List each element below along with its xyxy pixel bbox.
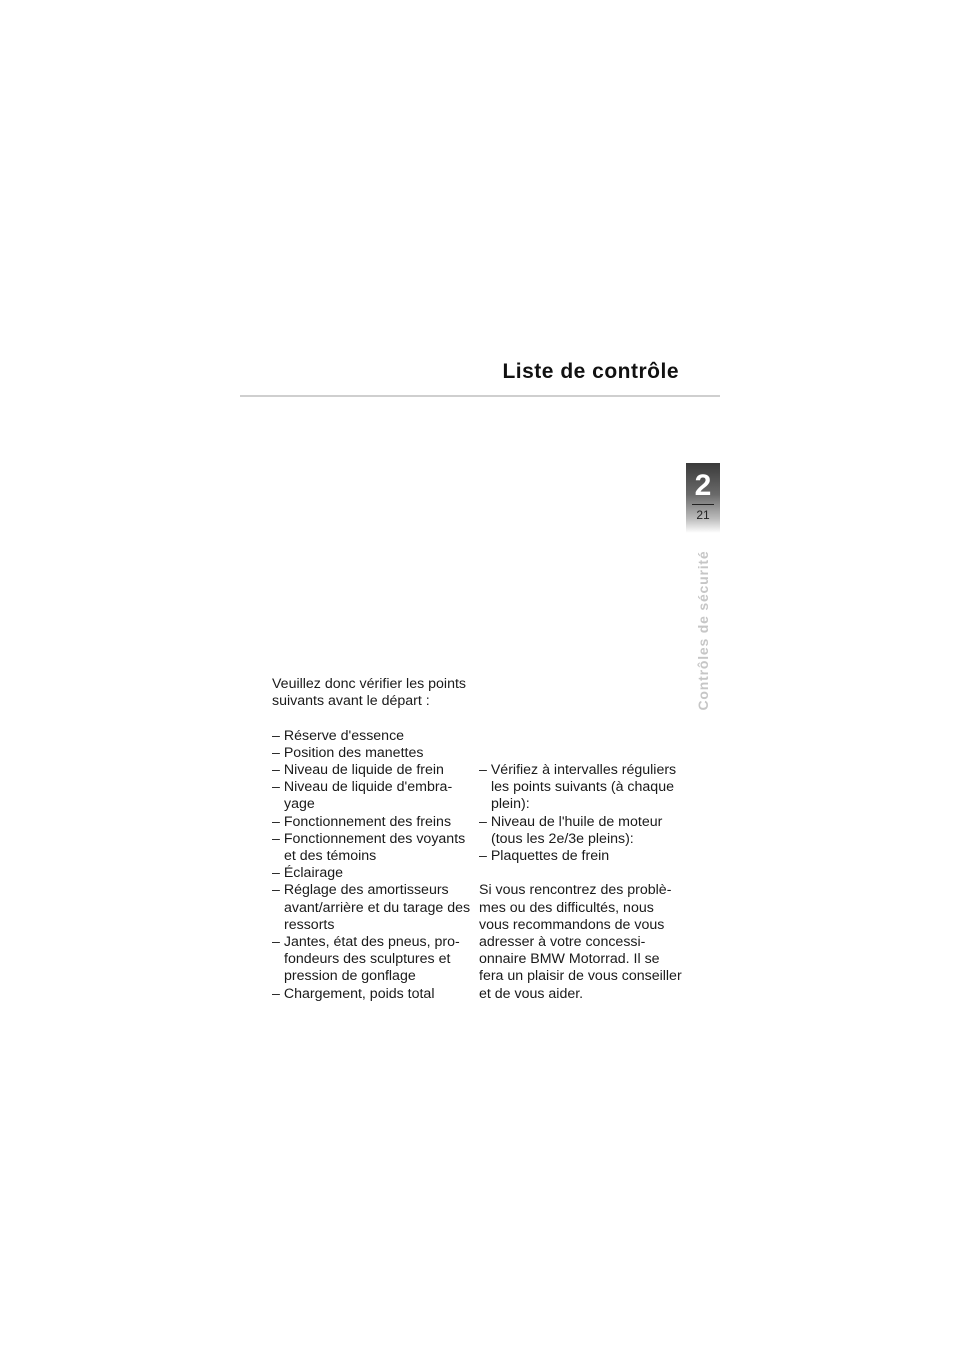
intro-paragraph: Veuillez donc vérifier les points suivants avant le départ : <box>272 676 466 710</box>
list-item: – Vérifiez à intervalles réguliers les points suivants (à chaque plein): <box>479 762 684 814</box>
checklist-periodic <box>479 762 684 865</box>
closing-paragraph: Si vous rencontrez des problè- mes ou des difficultés, nous vous recommandons de vous adresser à votre concessi- onnaire BMW Motorrad. Il se fera un plaisir de vous conseiller et de vous aider. <box>479 882 682 1002</box>
list-item: – Niveau de l'huile de moteur (tous les 2e/3e pleins): <box>479 814 684 848</box>
list-item: – Niveau de liquide d'embra- yage <box>272 779 472 813</box>
title-divider <box>240 395 720 397</box>
list-item: – Réserve d'essence <box>272 728 472 745</box>
list-item: – Réglage des amortisseurs avant/arrière et du tarage des ressorts <box>272 882 472 934</box>
list-item: – Niveau de liquide de frein <box>272 762 472 779</box>
list-item: – Jantes, état des pneus, pro- fondeurs des sculptures et pression de gonflage <box>272 934 472 986</box>
list-item: – Fonctionnement des voyants et des témoins <box>272 831 472 865</box>
chapter-number: 2 <box>694 469 712 502</box>
checklist-departure <box>272 728 472 1003</box>
section-side-label-container <box>692 548 714 713</box>
section-side-label: Contrôles de sécurité <box>695 550 711 711</box>
right-column <box>479 762 684 1003</box>
list-item: – Éclairage <box>272 865 472 882</box>
chapter-divider <box>692 504 714 505</box>
left-column <box>272 676 472 1003</box>
list-item: – Position des manettes <box>272 745 472 762</box>
page-number: 21 <box>696 508 710 522</box>
page-title: Liste de contrôle <box>502 360 679 383</box>
list-item: – Plaquettes de frein <box>479 848 684 865</box>
list-item: – Fonctionnement des freins <box>272 814 472 831</box>
list-item: – Chargement, poids total <box>272 986 472 1003</box>
